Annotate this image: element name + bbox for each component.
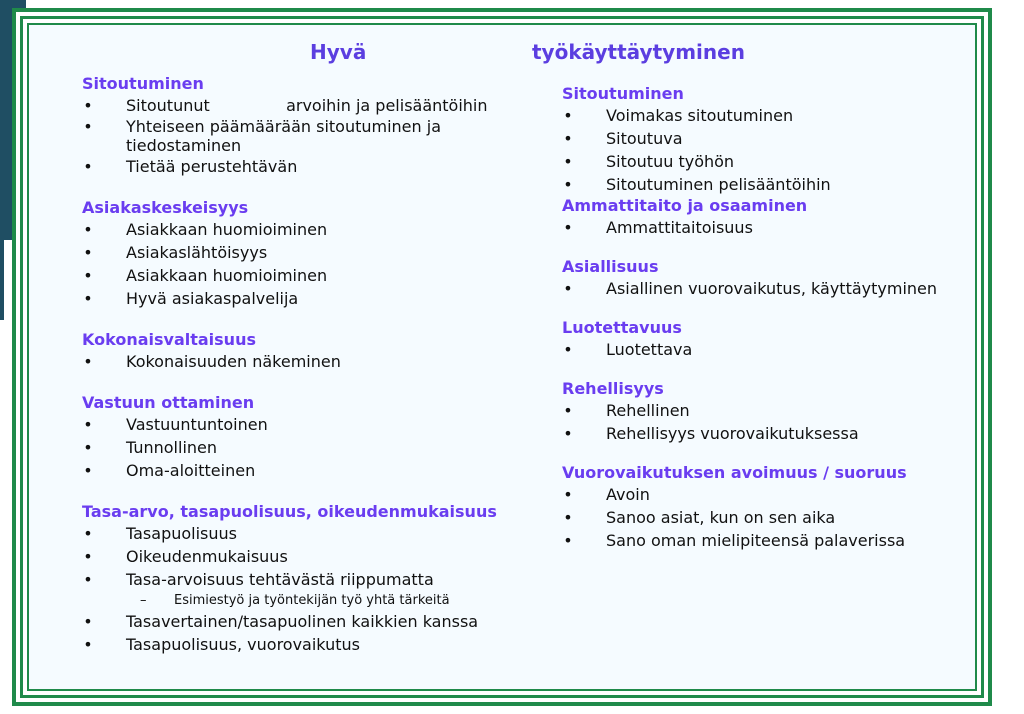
list-item xyxy=(562,277,982,300)
list-item xyxy=(82,117,562,155)
item-text: Tasa-arvoisuus tehtävästä riippumatta xyxy=(126,570,434,589)
section-asiallisuus xyxy=(562,257,982,300)
bullet-list xyxy=(562,483,982,552)
section-sitoutuminen-left xyxy=(82,74,562,178)
item-text: Tietää perustehtävän xyxy=(126,157,298,176)
item-text: Sano oman mielipiteensä palaverissa xyxy=(606,531,906,550)
list-item xyxy=(562,422,982,445)
list-item xyxy=(562,216,982,239)
section-vastuun-ottaminen xyxy=(82,393,562,482)
item-text: Sitoutuminen pelisääntöihin xyxy=(606,175,831,194)
bullet-icon: • xyxy=(563,508,573,527)
bullet-list xyxy=(82,522,562,656)
item-text: Sitoutunut arvoihin ja pelisääntöihin xyxy=(126,96,488,115)
item-text: Hyvä asiakaspalvelija xyxy=(126,289,299,308)
list-item xyxy=(82,155,562,178)
section-heading: Sitoutuminen xyxy=(82,74,204,93)
bullet-list xyxy=(82,94,562,178)
bullet-icon: • xyxy=(83,461,93,480)
bullet-icon: • xyxy=(563,106,573,125)
slide-content xyxy=(40,32,966,686)
list-item xyxy=(82,264,562,287)
section-tasa-arvo xyxy=(82,502,562,656)
list-item xyxy=(82,522,562,545)
bullet-icon: • xyxy=(83,266,93,285)
list-item xyxy=(82,459,562,482)
bullet-list xyxy=(562,338,982,361)
item-text: Asiallinen vuorovaikutus, käyttäytyminen xyxy=(606,279,938,298)
list-item xyxy=(82,436,562,459)
list-item xyxy=(82,633,562,656)
bullet-icon: • xyxy=(563,175,573,194)
bullet-icon: • xyxy=(563,401,573,420)
section-heading: Asiakaskeskeisyys xyxy=(82,198,249,217)
list-item xyxy=(82,413,562,436)
bullet-list xyxy=(82,413,562,482)
bullet-icon: • xyxy=(83,570,93,589)
section-heading: Vuorovaikutuksen avoimuus / suoruus xyxy=(562,463,907,482)
left-column xyxy=(82,74,562,676)
section-ammattitaito xyxy=(562,196,982,239)
bullet-icon: • xyxy=(563,531,573,550)
sub-list-item xyxy=(82,591,562,610)
bullet-icon: • xyxy=(563,424,573,443)
list-item xyxy=(562,399,982,422)
bullet-icon: • xyxy=(83,243,93,262)
item-text: Rehellinen xyxy=(606,401,690,420)
list-item xyxy=(562,529,982,552)
bullet-list xyxy=(82,350,562,373)
item-text: Oma-aloitteinen xyxy=(126,461,256,480)
section-heading: Kokonaisvaltaisuus xyxy=(82,330,256,349)
list-item xyxy=(562,483,982,506)
section-heading: Rehellisyys xyxy=(562,379,664,398)
bullet-list xyxy=(562,216,982,239)
item-text: Luotettava xyxy=(606,340,693,359)
bullet-icon: • xyxy=(83,289,93,308)
section-luotettavuus xyxy=(562,318,982,361)
bullet-icon: • xyxy=(83,547,93,566)
item-text: Voimakas sitoutuminen xyxy=(606,106,794,125)
bullet-icon: • xyxy=(83,415,93,434)
item-text: Asiakaslähtöisyys xyxy=(126,243,268,262)
item-text: Ammattitaitoisuus xyxy=(606,218,753,237)
bullet-list xyxy=(562,104,982,196)
section-heading: Vastuun ottaminen xyxy=(82,393,255,412)
bullet-icon: • xyxy=(83,220,93,239)
section-heading: Sitoutuminen xyxy=(562,84,684,103)
item-text: Sitoutuva xyxy=(606,129,683,148)
bullet-icon: • xyxy=(83,524,93,543)
list-item xyxy=(562,338,982,361)
bullet-icon: • xyxy=(563,485,573,504)
item-text: Oikeudenmukaisuus xyxy=(126,547,288,566)
bullet-icon: • xyxy=(563,340,573,359)
item-text: Sitoutuu työhön xyxy=(606,152,735,171)
bullet-icon: • xyxy=(83,96,93,115)
title-part-1: Hyvä xyxy=(310,40,367,64)
item-text: Tunnollinen xyxy=(126,438,218,457)
list-item xyxy=(82,287,562,310)
slide-title xyxy=(40,36,966,70)
list-item xyxy=(562,150,982,173)
section-heading: Ammattitaito ja osaaminen xyxy=(562,196,808,215)
item-text: Asiakkaan huomioiminen xyxy=(126,220,328,239)
section-heading: Tasa-arvo, tasapuolisuus, oikeudenmukaisuus xyxy=(82,502,497,521)
item-text: Avoin xyxy=(606,485,650,504)
slide-frame xyxy=(12,8,992,706)
list-item xyxy=(82,568,562,591)
bullet-icon: • xyxy=(563,218,573,237)
item-text: Yhteiseen päämäärään sitoutuminen ja tiedostaminen xyxy=(126,117,441,155)
section-asiakaskeskeisyys xyxy=(82,198,562,310)
bullet-icon: • xyxy=(563,152,573,171)
list-item xyxy=(562,127,982,150)
item-text: Tasapuolisuus, vuorovaikutus xyxy=(126,635,360,654)
bullet-icon: • xyxy=(83,157,93,176)
list-item xyxy=(562,104,982,127)
list-item xyxy=(82,218,562,241)
section-rehellisyys xyxy=(562,379,982,445)
bullet-icon: • xyxy=(83,438,93,457)
dash-icon: – xyxy=(140,593,147,608)
list-item xyxy=(82,610,562,633)
item-text: Tasapuolisuus xyxy=(126,524,237,543)
section-kokonaisvaltaisuus xyxy=(82,330,562,373)
item-text: Vastuuntuntoinen xyxy=(126,415,268,434)
item-text: Asiakkaan huomioiminen xyxy=(126,266,328,285)
item-text: Kokonaisuuden näkeminen xyxy=(126,352,341,371)
section-sitoutuminen-right xyxy=(562,84,982,196)
bullet-list xyxy=(82,218,562,310)
title-part-2: työkäyttäytyminen xyxy=(532,40,745,64)
bullet-list xyxy=(562,399,982,445)
item-text: Rehellisyys vuorovaikutuksessa xyxy=(606,424,859,443)
list-item xyxy=(82,241,562,264)
section-heading: Asiallisuus xyxy=(562,257,659,276)
bullet-icon: • xyxy=(83,117,93,136)
right-column xyxy=(562,84,982,570)
list-item xyxy=(562,173,982,196)
bullet-icon: • xyxy=(83,352,93,371)
bullet-list xyxy=(562,277,982,300)
section-vuorovaikutus xyxy=(562,463,982,552)
list-item xyxy=(82,94,562,117)
bullet-icon: • xyxy=(563,129,573,148)
list-item xyxy=(82,545,562,568)
section-heading: Luotettavuus xyxy=(562,318,682,337)
bullet-icon: • xyxy=(563,279,573,298)
item-text: Tasavertainen/tasapuolinen kaikkien kanssa xyxy=(126,612,479,631)
list-item xyxy=(82,350,562,373)
bullet-icon: • xyxy=(83,612,93,631)
sub-item-text: Esimiestyö ja työntekijän työ yhtä tärkeitä xyxy=(174,593,450,608)
bullet-icon: • xyxy=(83,635,93,654)
list-item xyxy=(562,506,982,529)
item-text: Sanoo asiat, kun on sen aika xyxy=(606,508,836,527)
